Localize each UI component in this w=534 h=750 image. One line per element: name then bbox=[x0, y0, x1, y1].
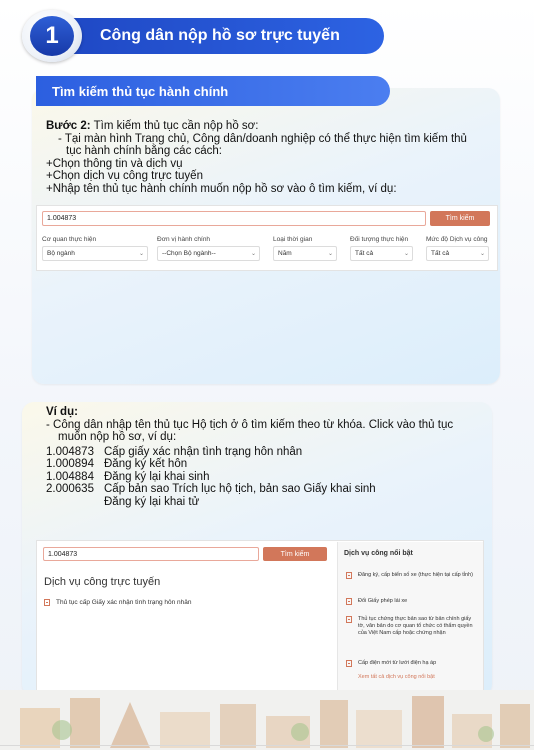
filter-label: Loại thời gian bbox=[273, 236, 313, 243]
agency-select[interactable] bbox=[42, 246, 148, 261]
procedure-name: Cấp bản sao Trích lục hộ tịch, bản sao Giấy khai sinh bbox=[104, 483, 376, 495]
sidebar-title: Dịch vụ công nổi bật bbox=[344, 550, 413, 557]
instruction-line: +Chọn thông tin và dịch vụ bbox=[46, 157, 183, 170]
chevron-down-icon: ⌄ bbox=[250, 251, 256, 257]
procedure-code: 1.000894 bbox=[46, 458, 94, 470]
select-value: --Chọn Bộ ngành-- bbox=[162, 250, 216, 257]
featured-service-item[interactable] bbox=[346, 616, 474, 637]
procedure-name: Cấp giấy xác nhận tình trạng hôn nhân bbox=[104, 445, 303, 458]
featured-service-label: Đổi Giấy phép lái xe bbox=[358, 598, 408, 604]
step-2-instructions bbox=[46, 120, 486, 195]
instruction-line: tục hành chính bằng các cách: bbox=[66, 145, 222, 157]
document-icon bbox=[346, 660, 352, 667]
subject-select[interactable] bbox=[350, 246, 413, 261]
page-divider bbox=[0, 745, 534, 746]
example-line: - Công dân nhập tên thủ tục Hộ tịch ở ô tìm kiếm theo từ khóa. Click vào thủ tục bbox=[46, 418, 454, 431]
step-label: Bước 2: bbox=[46, 120, 91, 132]
featured-service-label: Đăng ký, cấp biển số xe (thực hiện tại cấp tỉnh) bbox=[358, 572, 473, 578]
search-input[interactable]: 1.004873 bbox=[42, 211, 426, 226]
list-item bbox=[46, 483, 486, 496]
search-button[interactable]: Tìm kiếm bbox=[263, 547, 327, 561]
document-icon bbox=[346, 572, 352, 579]
service-result-label: Thủ tục cấp Giấy xác nhận tình trạng hôn nhân bbox=[56, 599, 192, 606]
chevron-down-icon: ⌄ bbox=[479, 251, 485, 257]
filter-label: Đối tượng thực hiện bbox=[350, 236, 409, 243]
list-item bbox=[46, 471, 486, 484]
filter-label: Cơ quan thực hiện bbox=[42, 236, 97, 243]
cityscape-illustration bbox=[0, 690, 534, 750]
procedure-code: 1.004873 bbox=[46, 445, 94, 458]
chevron-down-icon: ⌄ bbox=[327, 251, 333, 257]
search-input[interactable]: 1.004873 bbox=[43, 547, 259, 561]
view-all-featured-link[interactable]: Xem tất cả dịch vụ công nổi bật bbox=[358, 674, 435, 680]
online-services-title: Dịch vụ công trực tuyến bbox=[44, 576, 161, 588]
list-item bbox=[46, 458, 486, 471]
service-level-select[interactable] bbox=[426, 246, 489, 261]
select-value: Bộ ngành bbox=[47, 250, 75, 257]
filter-label: Đơn vị hành chính bbox=[157, 236, 211, 243]
page-title: Công dân nộp hồ sơ trực tuyến bbox=[62, 18, 384, 54]
instruction-line: +Nhập tên thủ tục hành chính muốn nộp hồ sơ vào ô tìm kiếm, ví dụ: bbox=[46, 182, 397, 195]
chevron-down-icon: ⌄ bbox=[403, 251, 409, 257]
procedure-code: 1.004884 bbox=[46, 470, 94, 483]
procedure-code: 2.000635 bbox=[46, 483, 94, 495]
example-label: Ví dụ: bbox=[46, 406, 78, 418]
featured-service-item[interactable] bbox=[346, 598, 474, 605]
result-widget-screenshot bbox=[36, 540, 484, 692]
select-value: Năm bbox=[278, 250, 292, 257]
instruction-line: - Tại màn hình Trang chủ, Công dân/doanh nghiệp có thể thực hiện tìm kiếm thủ bbox=[58, 132, 467, 145]
select-value: Tất cả bbox=[431, 250, 450, 257]
featured-services-sidebar bbox=[337, 542, 483, 690]
procedure-name: Đăng ký kết hôn bbox=[104, 458, 188, 470]
document-icon bbox=[346, 598, 352, 605]
procedure-name: Đăng ký lại khai sinh bbox=[104, 470, 210, 483]
example-list bbox=[46, 446, 486, 509]
step-number: 1 bbox=[30, 16, 74, 56]
example-text bbox=[46, 406, 486, 508]
featured-service-label: Thủ tục chứng thực bản sao từ bản chính giấy tờ, văn bản do cơ quan tổ chức có thẩm quyền của Việt Nam cấp hoặc chứng nhận bbox=[358, 616, 473, 636]
example-line: muốn nộp hồ sơ, ví dụ: bbox=[58, 431, 177, 443]
featured-service-item[interactable] bbox=[346, 572, 474, 579]
step-heading: Tìm kiếm thủ tục cần nộp hồ sơ: bbox=[90, 120, 259, 132]
featured-service-item[interactable] bbox=[346, 660, 474, 667]
admin-unit-select[interactable] bbox=[157, 246, 260, 261]
instruction-line: +Chọn dịch vụ công trực tuyến bbox=[46, 170, 203, 182]
document-icon bbox=[44, 599, 50, 606]
section-title: Tìm kiếm thủ tục hành chính bbox=[36, 76, 390, 106]
search-widget-screenshot bbox=[36, 205, 498, 271]
chevron-down-icon: ⌄ bbox=[138, 251, 144, 257]
select-value: Tất cả bbox=[355, 250, 374, 257]
document-icon bbox=[346, 616, 352, 623]
search-button[interactable]: Tìm kiếm bbox=[430, 211, 490, 226]
service-result-link[interactable] bbox=[44, 599, 192, 606]
featured-service-label: Cấp điện mới từ lưới điện hạ áp bbox=[358, 660, 437, 666]
list-item bbox=[46, 446, 486, 459]
time-type-select[interactable] bbox=[273, 246, 337, 261]
list-item: Đăng ký lại khai tử bbox=[104, 495, 200, 508]
filter-label: Mức độ Dịch vụ công bbox=[426, 236, 488, 243]
step-number-badge bbox=[22, 10, 82, 62]
